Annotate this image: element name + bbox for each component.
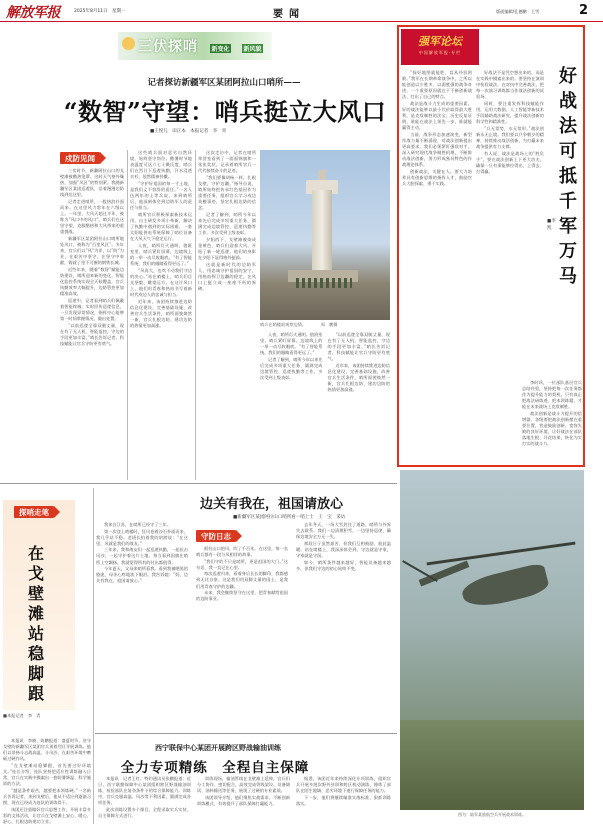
lead-paragraph: 入夜，哨所灯火通明。值班室里，哨兵紧盯屏幕，边境线上的一举一动尽收眼底。“有了智能系统，我们的眼睛看得更远了。” bbox=[130, 242, 192, 267]
left-story-paragraph: 本报讯 李晓、陈鹏报道：盛夏时节，驻守戈壁的新疆军区某团官兵顶着烈日开展训练。他们以昂扬斗志战高温、斗风沙，在艰苦环境中磨砺过硬作风。 bbox=[3, 738, 91, 762]
lead-continuation bbox=[260, 332, 390, 480]
bottom-paragraph: 下一步，他们将继续瞄准实战标准，狠抓训练落实。 bbox=[296, 794, 391, 806]
middle-tag: 守防日志 bbox=[196, 530, 236, 542]
commentary-author: ■李 凯 bbox=[547, 219, 561, 231]
lead-paragraph: 近些年来，随着“数智”赋能边防建设，哨所迎来新的变化。智能化监控系统实现全天候覆盖，官兵执勤效率大幅提升，边防管控更加精准高效。 bbox=[60, 267, 124, 297]
commentary-paragraph: 当前，战争形态加速演变，新型作战力量不断涌现，对战法创新提出更高要求。我们必须紧盯强敌对手，深入研究现代战争制胜机理，不断推动战法创新，努力形成独具特色的作战理论体系。 bbox=[402, 131, 472, 168]
lead-column-3 bbox=[198, 150, 256, 480]
commentary-paragraph: 李时珍，一位部队基层官兵总结经验，坚持把每一次任务都作为提升能力的契机。只有真正把战法研练透、把本领练精，才能在未来战场上克敌制胜。 bbox=[522, 380, 582, 410]
commentary-column-3 bbox=[522, 380, 582, 464]
banner-subtitle-2: 新风貌 bbox=[243, 46, 262, 53]
lead-paragraph: 巡逻中，记者看到哨兵们佩戴着智能终端，实时回传巡逻信息，一旦发现异常情况，指挥中心能够第一时间掌握情况、做出处置。 bbox=[60, 297, 124, 322]
bottom-paragraph: 据悉，该团近年来持续深化专项训练，组织官兵开展多批次野外驻训和跨区机动演练，锤炼了部队在陌生地域、恶劣环境下遂行保障任务的能力。 bbox=[296, 776, 391, 794]
helicopter-body bbox=[460, 562, 551, 612]
left-story-paragraph: 该团还注重做好官兵思想工作，开展丰富多彩的文体活动，让官兵在戈壁滩上安心、暖心、舒心，扎根边防建功立业。 bbox=[3, 806, 91, 824]
column-rule bbox=[127, 150, 128, 480]
column-rule bbox=[93, 488, 94, 824]
lead-paragraph: 记者了解到，哨所今年以来先后完成多项重大任务，圆满完成边境管控、巡逻执勤等工作，多次受到上级表彰。 bbox=[198, 211, 256, 236]
watchtower bbox=[312, 190, 332, 280]
lead-column-1 bbox=[60, 168, 124, 480]
bottom-headline: 全力专项精练 全程自主保障 bbox=[120, 760, 310, 776]
page-header bbox=[0, 0, 603, 22]
section-title: 要闻 bbox=[273, 9, 305, 20]
bottom-column-2 bbox=[197, 776, 290, 826]
middle-paragraph: 第一次登上哨楼时，狂风卷着沙石扑面而来，我几乎站不稳。老班长拍着我的肩膀说：“在这里，风就是我们的战友。” bbox=[96, 528, 188, 546]
middle-paragraph: 我来自江苏，在哨所已经守了三年。 bbox=[104, 522, 172, 527]
section-divider bbox=[0, 483, 397, 484]
commentary-paragraph: “探好地图就能胜，盲从经验则败。”我军在长期革命战争中，之所以能创造以少胜多、以弱胜强的战争奇迹，一个重要原因就在于不断创新战法、打出了自己的特点。 bbox=[402, 70, 472, 100]
middle-paragraph: 如今，哨所条件越来越好，智能设备越来越多，但我们守边的初心始终不变。 bbox=[296, 559, 391, 571]
lead-paragraph: 记者走进哨所，一股热浪扑面而来。在这里风力常年在六级以上。一年里，大风天超过半年，被称为“风口中的风口”。哨兵们在这里守望，克服酷热和大风带来的重重挑战。 bbox=[60, 198, 124, 235]
lead-paragraph: 这就是新时代的边防军人，用忠诚守护祖国的安宁，用热血捍卫边疆的稳定，在风口上挺立成一座座不朽的界碑。 bbox=[198, 261, 256, 292]
bottom-paragraph: 此次训练设置多个课目，全程采取实兵实装、自主保障方式进行。 bbox=[98, 806, 191, 819]
lead-paragraph: 近年来，该团持续推进边防信息化建设，完善基础设施，改善官兵生活条件，哨所面貌焕然一新，官兵扎根边防、建功边防的热情更加高涨。 bbox=[327, 362, 390, 393]
sentry-tower-photo bbox=[260, 150, 390, 320]
commentary-paragraph: 创新战法，关键在人。要大力培养具有创新思维的指挥人才，鼓励官兵大胆探索、勇于实践。 bbox=[402, 169, 472, 187]
lead-paragraph: “风再大，也吹不动我们守边的决心。”站在哨楼上，哨兵们目光坚毅，眺望远方。在这片风口上，他们用青春和热血书写着新时代戍边人的忠诚与担当。 bbox=[130, 267, 192, 298]
commentary-column-1 bbox=[402, 70, 472, 462]
left-story-byline: ■本报记者 李 青 bbox=[3, 713, 41, 718]
lead-paragraph: 哨所官兵积极探索新技术运用，自主研发多项小革新，解决了执勤中遇到的实际困难。一套太阳能供电系统保障了哨位设备在大风天气下稳定运行。 bbox=[130, 211, 192, 242]
lead-paragraph: 近年来，该团持续推进边防信息化建设，完善基础设施，改善官兵生活条件，哨所面貌焕然一新，官兵扎根边防、建功边防的热情更加高涨。 bbox=[130, 298, 192, 329]
commentary-headline: 好战法可抵千军万马 bbox=[559, 66, 577, 287]
middle-paragraph: 三年来，我和战友们一起巡逻执勤，一起抗击风沙，一起守护着这片土地。每当看到国旗在哨所上空飘扬，我就觉得所有的付出都值得。 bbox=[96, 547, 188, 565]
helicopter-photo bbox=[400, 470, 584, 810]
commentary-paragraph: “兵无常势，水无常形。”战法创新永无止境。我们要以只争朝夕的精神，持续推动战法创新，为打赢未来战争提供有力支撑。 bbox=[476, 125, 544, 150]
left-story-paragraph: “在戈壁滩站稳脚跟，首先要过好环境关。”连长介绍，连队坚持把适应性训练融入日常，官兵在实践中摸索出一套防暑降温、科学施训的方法。 bbox=[3, 762, 91, 787]
page-number: 2 bbox=[579, 3, 589, 18]
column-rule bbox=[195, 150, 196, 480]
helicopter-caption: 图为：陆军某旅航空兵开展战术训练。 bbox=[458, 812, 526, 817]
commentary-paragraph: 战法是战斗力生成的重要因素。好的战法能够以最小代价取得最大胜利，是克敌制胜的法宝。历史反复证明，谁能在战法上领先一步，谁就能赢得主动。 bbox=[402, 100, 472, 131]
lead-paragraph: 这次走访中，记者在哨所荣誉室看到了一面面锦旗和一张张奖状，记录着哨所官兵一代代接续奋斗的足迹。 bbox=[198, 150, 256, 174]
commentary-paragraph: 战法创新是战斗力提升的倍增器。各级要把战法创新摆在重要位置，营造鼓励创新、宽容失败的良好环境，让好战法在部队落地生根、开花结果，转化为实打实的战斗力。 bbox=[522, 410, 582, 447]
banner-title: 三伏探哨 bbox=[138, 39, 198, 55]
commentary-tag: 强军论坛 bbox=[418, 35, 462, 48]
sun-icon bbox=[122, 37, 135, 50]
lead-paragraph: “以前巡逻全靠双腿丈量，现在有了无人机、智能监控，守边的手段更加丰富。”哨长告诉记者，科技赋能让官兵守防更有底气。 bbox=[327, 332, 390, 362]
left-story-paragraph: “越是条件艰苦，越要把本领练硬。”一名新兵告诉记者，来到戈壁后，他从不适应到逐渐习惯，现在已经成为连队的训练骨干。 bbox=[3, 787, 91, 805]
lead-tag: 戍防见闻 bbox=[60, 152, 100, 164]
helicopter-rotor bbox=[427, 542, 576, 566]
bottom-column-3 bbox=[296, 776, 391, 826]
middle-paragraph: 未来，我会继续坚守在这里，把青春献给祖国的边防事业。 bbox=[196, 590, 288, 602]
middle-headline: 边关有我在，祖国请放心 bbox=[200, 497, 344, 512]
lead-column-2 bbox=[130, 150, 192, 480]
commentary-paragraph: 有人说，战法是战场上的“胜负手”。要在战法创新上下更大功夫，确保一旦有事能够拉得出、上得去、打得赢。 bbox=[476, 150, 544, 174]
middle-column-1 bbox=[96, 522, 188, 727]
bottom-kicker: 西宁联保中心某团开展跨区野战输油训练 bbox=[155, 743, 281, 752]
bottom-paragraph: 训练现场，输油管线在戈壁滩上延伸，官兵们分工协作、密切配合，高效完成管线架设、设备调试、油料输送等任务，展现了过硬的专业素质。 bbox=[197, 776, 290, 794]
feature-banner bbox=[118, 32, 272, 60]
bottom-paragraph: 本报讯 记者王红、特约通讯员张鹏报道：近日，西宁联勤保障中心某团组织跨区野战输油训练，检验部队在复杂条件下的综合保障能力。训练中，官兵克服高温、风沙等不利因素，圆满完成各项任务。 bbox=[98, 776, 191, 806]
lead-paragraph: 夕阳西下，戈壁滩被染成金黄色，哨兵们迎着大风，开始了新一轮巡逻。他们的身影在夕阳下显得格外挺拔。 bbox=[198, 236, 256, 261]
lead-paragraph: “我们要像胡杨一样，扎根戈壁，守护边疆。”指导员说，哨所始终把传承红色基因作为重要任务，组织官兵学习戍边英模事迹，坚定扎根边防的信念。 bbox=[198, 174, 256, 211]
bottom-column-1 bbox=[98, 776, 191, 826]
lead-paragraph: 记者了解到，哨所今年以来先后完成多项重大任务，圆满完成边境管控、巡逻执勤等工作，多次受到上级表彰。 bbox=[260, 356, 323, 381]
middle-column-2 bbox=[196, 546, 288, 727]
middle-paragraph: 每次巡逻归来，看着身后长长的脚印，我都感到无比自豪。这是我们用双脚丈量的国土，是我们用青春守护的边疆。 bbox=[196, 571, 288, 589]
lead-paragraph: “守护好祖国的每一寸土地，是我们义不容辞的责任。”一名入伍两年的上等兵说，来到哨所后，他深刻体会到边防军人的责任与担当。 bbox=[130, 180, 192, 211]
issue-date: 2025年8月11日 星期一 bbox=[74, 9, 126, 14]
middle-column-3 bbox=[296, 522, 391, 727]
section-divider bbox=[95, 733, 397, 734]
middle-paragraph: “我们守的不只是哨所，更是祖国的大门。”这句话，我一直记在心里。 bbox=[196, 558, 288, 570]
commentary-paragraph: 好战法不是凭空想出来的，而是在实践中摸索出来的。要坚持在演训中检验战法，在对抗中完善战法，把每一次演习训练都当作战法创新的试验场。 bbox=[476, 70, 544, 100]
lead-paragraph: 入夜，哨所灯火通明。值班室里，哨兵紧盯屏幕，边境线上的一举一动尽收眼底。“有了智能系统，我们的眼睛看得更远了。” bbox=[260, 332, 323, 356]
commentary-tag-subtitle: 中国解放军报·专栏 bbox=[418, 50, 462, 55]
lead-headline: “数智”守望：哨兵挺立大风口 bbox=[63, 97, 387, 126]
lead-kicker: 记者探访新疆军区某团阿拉山口哨所—— bbox=[147, 78, 301, 88]
banner-subtitle-1: 新变化 bbox=[211, 46, 230, 53]
middle-paragraph: 今年夏天，父母来哨所看我。看到我被晒黑的脸庞，母亲心疼地流下眼泪。我告诉她：“妈，边关有我在，祖国请放心。” bbox=[96, 566, 188, 584]
masthead-logo: 解放军报 bbox=[6, 5, 60, 21]
middle-paragraph: 阿拉山口的风，吹了千百年。在这里，每一名哨兵都有一段与风相伴的故事。 bbox=[196, 546, 288, 558]
middle-byline: ■新疆军区某团阿拉山口哨所看一哨上士 王 宝 采访 bbox=[233, 515, 346, 520]
commentary-paragraph: 同时，要注重发挥科技赋能作用，运用大数据、人工智能等新技术手段辅助战法研究，提升战法创新的科学性和精准性。 bbox=[476, 100, 544, 125]
photo-caption: 哨兵在哨楼前观察边情。 周 鹏摄 bbox=[260, 322, 338, 327]
left-story-body bbox=[3, 738, 91, 824]
left-story-tag: 探哨走笔 bbox=[14, 506, 54, 518]
grassland bbox=[400, 720, 584, 810]
page-editors: 版面编辑/孔德鹏 王雪 bbox=[496, 9, 540, 14]
lead-paragraph: 新疆军区某团阿拉山口哨所地处风口，被称为“百里风区”。多年来，官兵们以“风”为伴，以“防”为业，在艰苦中坚守，在坚守中奉献，铸就了坚不可摧的钢铁长城。 bbox=[60, 236, 124, 266]
middle-paragraph: 去年冬天，一场大雪封住了道路，哨所与外界失去联系。我们一边清理积雪，一边坚持巡逻，确保边境安全万无一失。 bbox=[296, 522, 391, 540]
lead-byline: ■王悦儿 田正本 本报记者 李 青 bbox=[150, 129, 227, 134]
lead-paragraph: 三伏时节，新疆阿拉山口的戈壁滩被酷热笼罩。这时天气格外燥热，加强“风区”的特别紧。我随新疆军区某团巡逻队，沿着漫漫边防线到达这里。 bbox=[60, 168, 124, 198]
lead-paragraph: 这些哨兵面对恶劣自然环境，始终坚守岗位。酷暑时节地表温度可达六七十摄氏度，哨兵们在烈日下巡逻执勤，汗水浸透衣衫，依然精神抖擞。 bbox=[130, 150, 192, 180]
left-story-headline: 在戈壁滩站稳脚跟 bbox=[27, 544, 44, 703]
bottom-paragraph: 该团领导介绍，他们聚焦实战需求，不断创新训练模式，有效提升了部队保障打赢能力。 bbox=[197, 794, 290, 806]
soldiers-group bbox=[296, 278, 352, 288]
lead-paragraph: “以前巡逻全靠双腿丈量，现在有了无人机、智能监控，守边的手段更加丰富。”哨长告诉记者，科技赋能让官兵守防更有底气。 bbox=[60, 322, 124, 347]
middle-paragraph: 那段日子虽然艰苦，但我们互相鼓励、彼此温暖。站在哨楼上，我深深体会到，守边就是守家，守家就是守国。 bbox=[296, 540, 391, 558]
left-story-text bbox=[3, 713, 91, 733]
